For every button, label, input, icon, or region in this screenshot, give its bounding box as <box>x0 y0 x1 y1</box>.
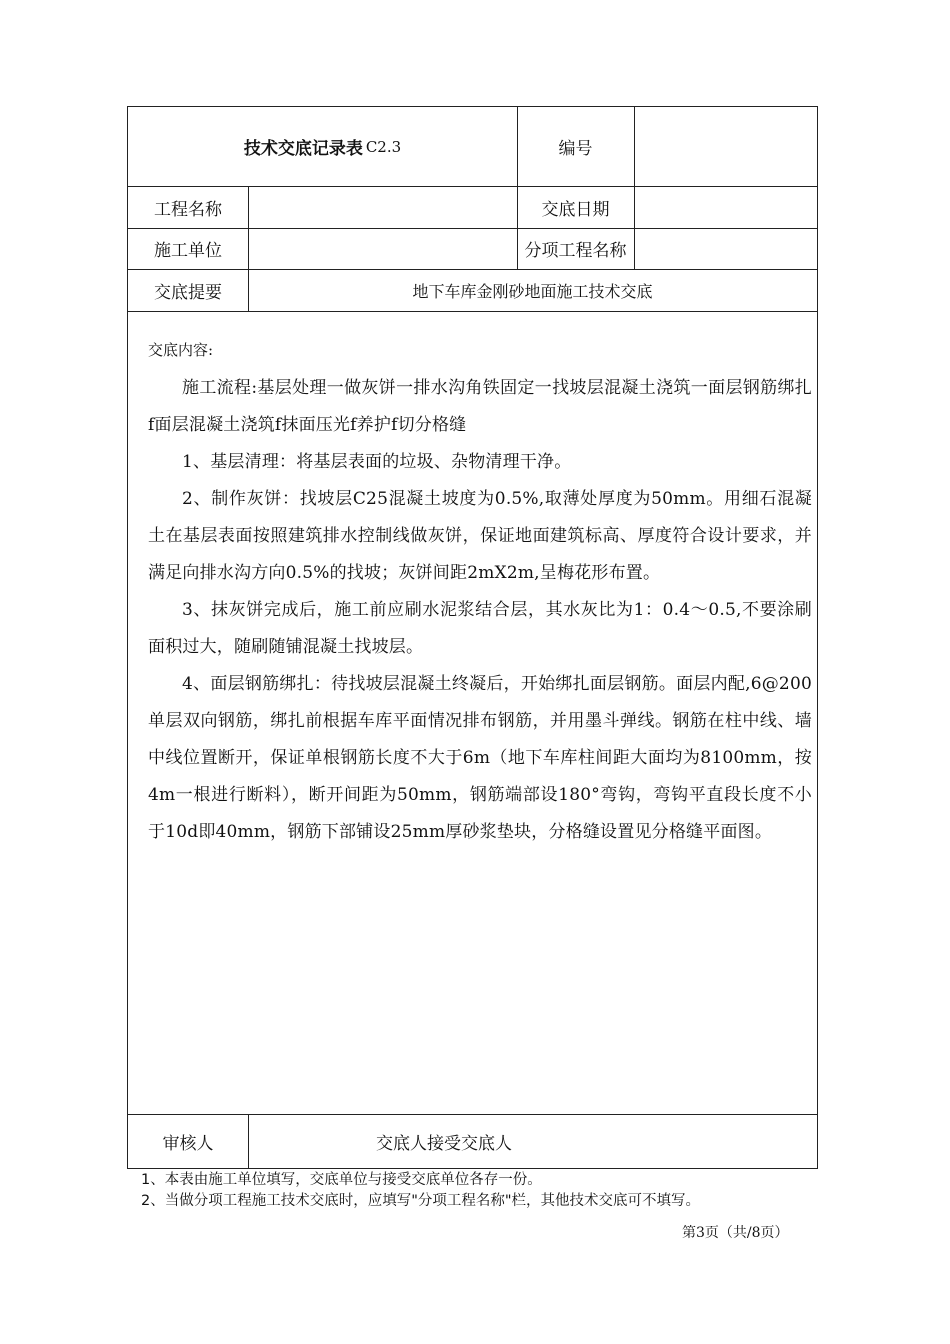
content-label: 交底内容: <box>148 341 214 359</box>
contractor-field[interactable] <box>248 228 517 269</box>
content-paragraph: 4、面层钢筋绑扎：待找坡层混凝土终凝后，开始绑扎面层钢筋。面层内配,6@200单层双向钢筋，绑扎前根据车库平面情况排布钢筋，并用墨斗弹线。钢筋在柱中线、墙中线位置断开，保证单根钢筋长度不大于6m（地下车库柱间距大面均为8100mm，按4m一根进行断料），断开间距为50mm，钢筋端部设180°弯钩，弯钩平直段长度不小于10d即40mm，钢筋下部铺设25mm厚砂浆垫块，分格缝设置见分格缝平面图。 <box>148 674 812 842</box>
summary-value: 地下车库金刚砂地面施工技术交底 <box>412 281 653 301</box>
content-paragraph: 2、制作灰饼：找坡层C25混凝土坡度为0.5%,取薄处厚度为50mm。用细石混凝土在基层表面按照建筑排水控制线做灰饼，保证地面建筑标高、厚度符合设计要求，并满足向排水沟方向0.5%的找坡；灰饼间距2mX2m,呈梅花形布置。 <box>148 489 812 583</box>
number-label: 编号 <box>558 139 593 159</box>
page-number: 第3页（共/8页） <box>682 1225 789 1241</box>
disclosure-content <box>148 339 812 851</box>
content-paragraph: 施工流程:基层处理一做灰饼一排水沟角铁固定一找坡层混凝土浇筑一面层钢筋绑扎f面层混凝土浇筑f抹面压光f养护f切分格缝 <box>148 378 812 435</box>
row-divider <box>128 311 817 312</box>
subproject-label: 分项工程名称 <box>524 241 627 261</box>
date-field[interactable] <box>634 186 817 228</box>
contractor-label: 施工单位 <box>154 241 222 261</box>
note-item: 2、当做分项工程施工技术交底时，应填写"分项工程名称"栏，其他技术交底可不填写。 <box>141 1193 701 1209</box>
disclosure-record-table <box>127 106 818 1169</box>
form-title-code: C2.3 <box>365 137 402 156</box>
project-name-field[interactable] <box>248 186 517 228</box>
date-label: 交底日期 <box>541 199 610 220</box>
reviewer-label: 审核人 <box>162 1134 214 1154</box>
signers-label: 交底人接受交底人 <box>376 1134 512 1154</box>
note-item: 1、本表由施工单位填写，交底单位与接受交底单位各存一份。 <box>141 1172 542 1188</box>
summary-label: 交底提要 <box>154 282 222 303</box>
form-title <box>128 107 517 186</box>
form-title-text: 技术交底记录表 <box>243 139 363 159</box>
project-name-label: 工程名称 <box>154 199 222 220</box>
subproject-field[interactable] <box>634 228 817 269</box>
form-notes <box>141 1170 841 1212</box>
content-paragraph: 3、抹灰饼完成后，施工前应刷水泥浆结合层，其水灰比为1：0.4～0.5,不要涂刷面积过大，随刷随铺混凝土找坡层。 <box>148 600 812 657</box>
content-paragraph: 1、基层清理：将基层表面的垃圾、杂物清理干净。 <box>182 452 572 472</box>
number-field[interactable] <box>634 107 817 186</box>
